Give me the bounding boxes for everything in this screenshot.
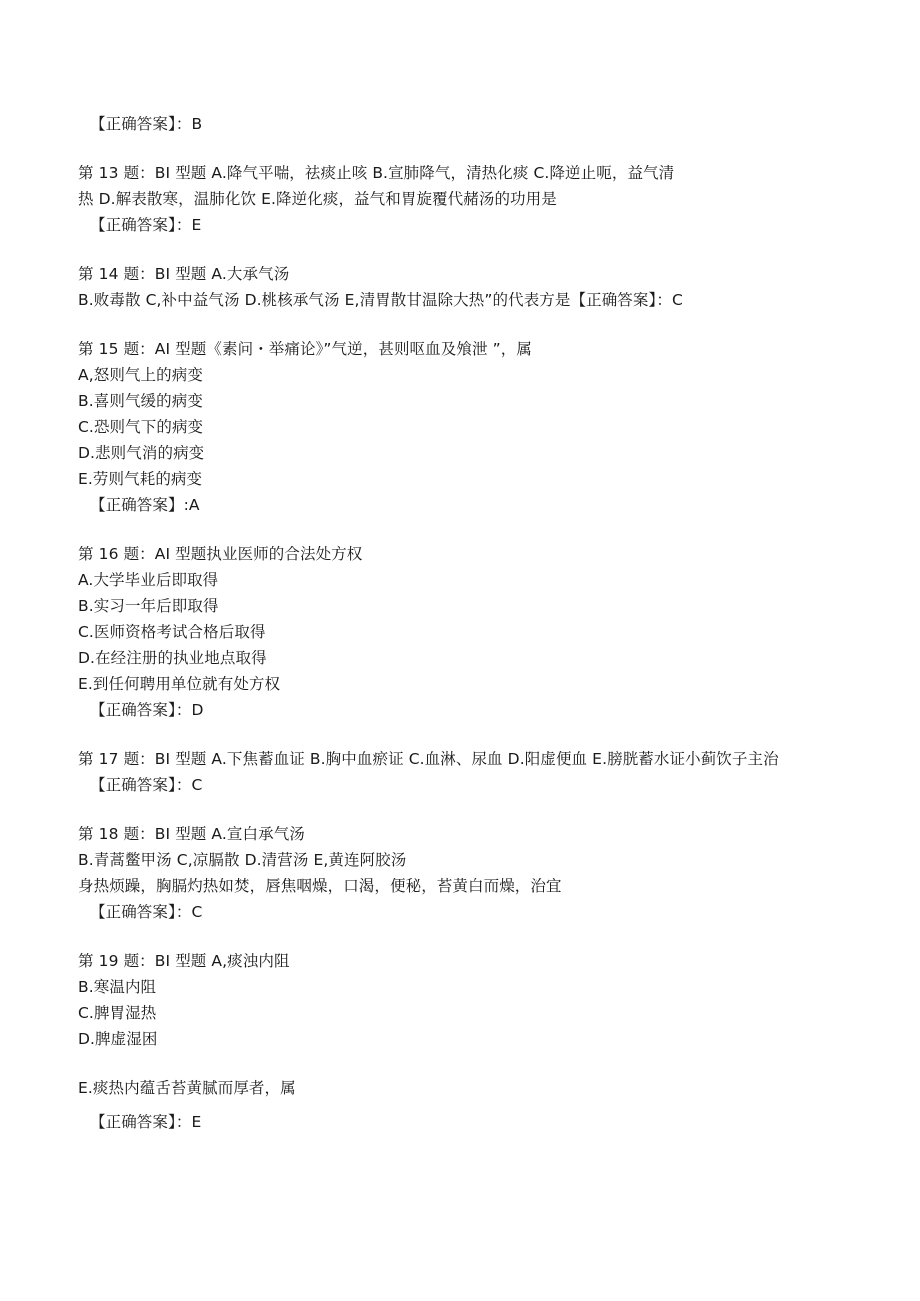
question-14-line-1: 第 14 题：BI 型题 A.大承气汤 [78,265,290,283]
option-line: D.脾虚湿困 [78,1030,158,1048]
option-line: C.脾胃湿热 [78,1004,157,1022]
option-line: D.悲则气消的病变 [78,444,205,462]
question-13-line-2: 热 D.解表散寒，温肺化饮 E.降逆化痰，益气和胃旋覆代赭汤的功用是 [78,190,557,208]
option-line: A.大学毕业后即取得 [78,571,219,589]
question-15-stem: 第 15 题：AI 型题《素问・举痛论》”气逆，甚则呕血及飧泄 ”，属 [78,340,532,358]
option-line: E.到任何聘用单位就有处方权 [78,675,281,693]
question-14-line-2: B.败毒散 C,补中益气汤 D.桃核承气汤 E,清胃散甘温除大热”的代表方是【正确答案】：C [78,291,683,309]
question-18-line-1: 第 18 题：BI 型题 A.宣白承气汤 [78,825,305,843]
option-line: D.在经注册的执业地点取得 [78,649,267,667]
option-line: B.寒温内阻 [78,978,157,996]
answer-line: 【正确答案】:A [90,496,200,514]
option-line: E.劳则气耗的病变 [78,470,203,488]
question-13-line-1: 第 13 题：BI 型题 A.降气平喘，祛痰止咳 B.宣肺降气，清热化痰 C.降逆止呃，益气清 [78,164,675,182]
answer-line: 【正确答案】：C [90,776,203,794]
option-line: C.恐则气下的病变 [78,418,204,436]
option-line: B.喜则气缓的病变 [78,392,203,410]
question-17-line: 第 17 题：BI 型题 A.下焦蓄血证 B.胸中血瘀证 C.血淋、尿血 D.阳虚便血 E.膀胱蓄水证小蓟饮子主治 [78,750,779,768]
option-line: A,怒则气上的病变 [78,366,203,384]
option-line: E.痰热内蕴舌苔黄腻而厚者，属 [78,1079,296,1097]
option-line: B.实习一年后即取得 [78,597,219,615]
question-19-stem: 第 19 题：BI 型题 A,痰浊内阻 [78,952,290,970]
answer-line: 【正确答案】：B [90,115,203,133]
question-18-line-2: B.青蒿鳖甲汤 C,凉膈散 D.清营汤 E,黄连阿胶汤 [78,851,407,869]
answer-line: 【正确答案】：E [90,1113,202,1131]
answer-line: 【正确答案】：C [90,903,203,921]
answer-line: 【正确答案】：E [90,216,202,234]
option-line: C.医师资格考试合格后取得 [78,623,266,641]
question-18-line-3: 身热烦躁，胸膈灼热如焚，唇焦咽燥，口渴，便秘，苔黄白而燥，治宜 [78,877,562,895]
question-16-stem: 第 16 题：AI 型题执业医师的合法处方权 [78,545,363,563]
answer-line: 【正确答案】：D [90,701,204,719]
